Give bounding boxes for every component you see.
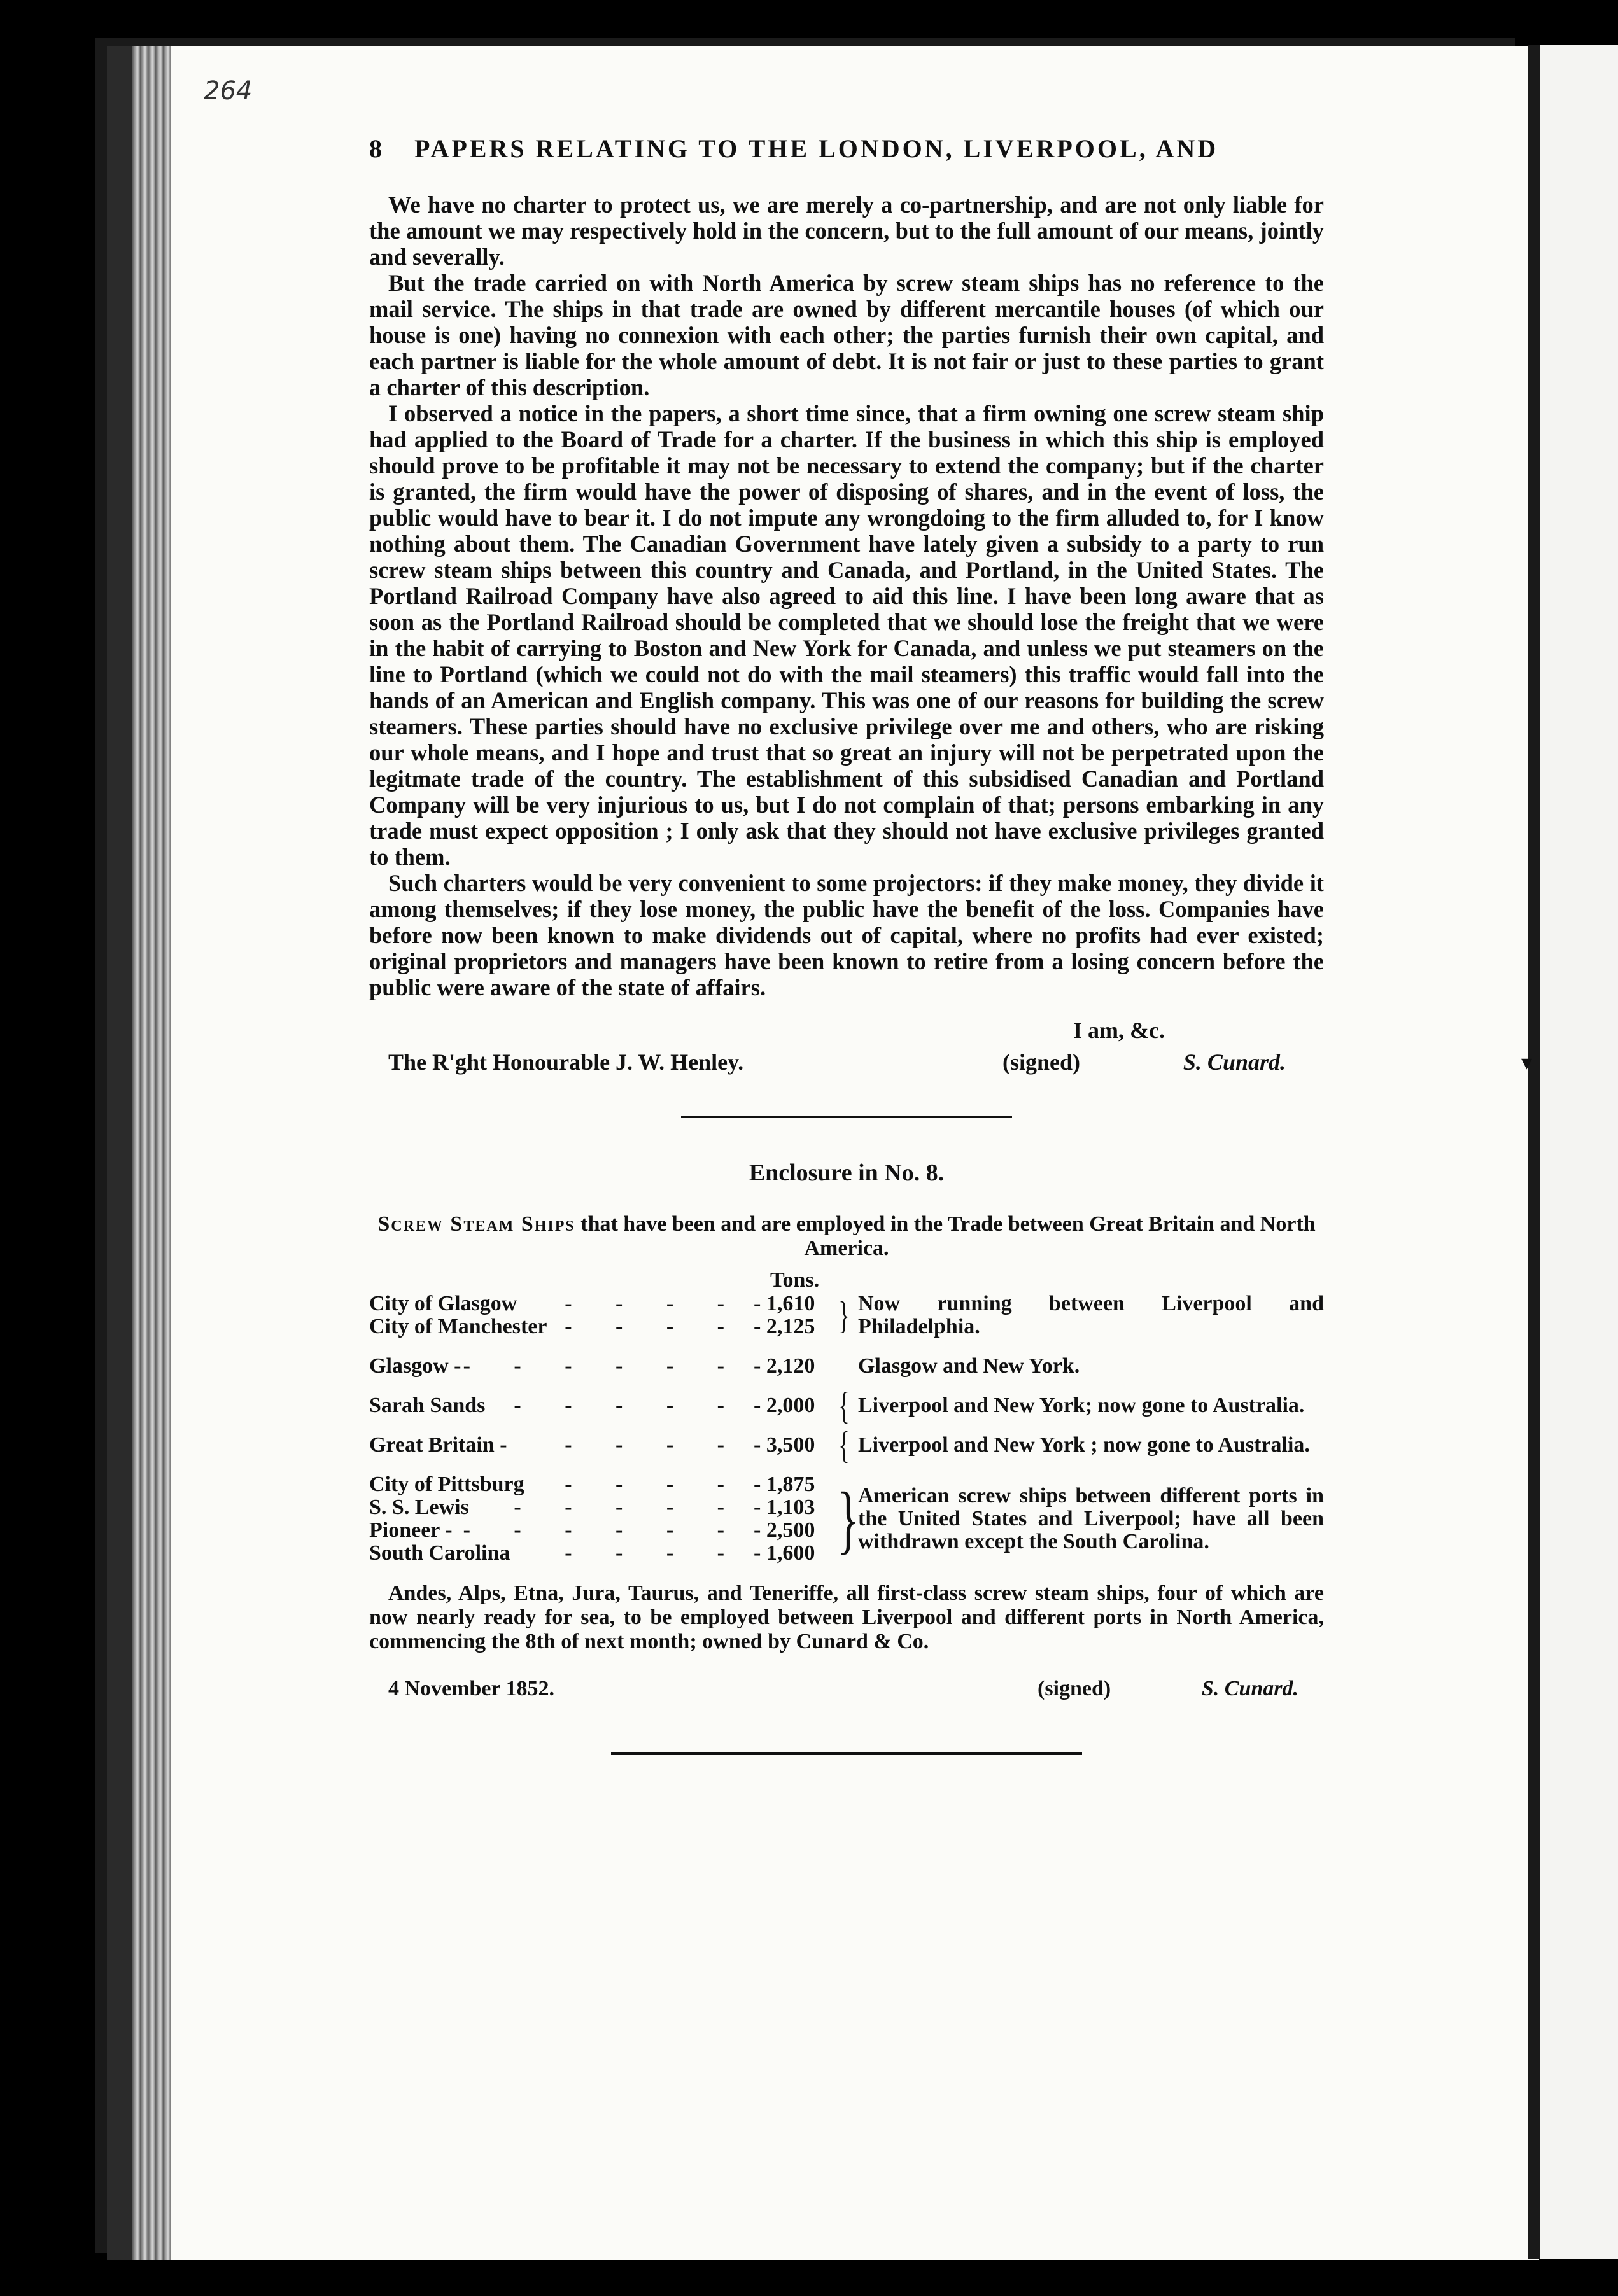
table-row: Sarah Sands - - - - -: [369, 1394, 743, 1417]
table-caption: [369, 1212, 1324, 1261]
brace-icon: {: [838, 1385, 850, 1427]
margin-mark-icon: ▾: [1521, 1051, 1533, 1075]
ship-name: Sarah Sands: [369, 1394, 486, 1417]
caption-text: that have been and are employed in the Trade between Great Britain and North America.: [580, 1212, 1316, 1260]
letter-date: 4 November 1852.: [388, 1677, 554, 1700]
facing-page-edge: [1528, 45, 1618, 2259]
page-number: 8: [369, 134, 384, 163]
brace-icon: }: [838, 1294, 850, 1336]
enclosure-title: Enclosure in No. 8.: [749, 1159, 945, 1186]
ship-group: [369, 1424, 1324, 1466]
ship-route: Now running between Liverpool and Philadelphia.: [858, 1292, 1324, 1338]
page-content: [369, 134, 1324, 1755]
section-divider: [681, 1116, 1012, 1118]
ship-group: [369, 1385, 1324, 1427]
letter-closing: [369, 1017, 1324, 1078]
ship-name: City of Glasgow: [369, 1292, 517, 1315]
brace-icon: {: [838, 1424, 850, 1466]
ship-group: [369, 1292, 1324, 1338]
table-row: Glasgow - - - - - - -: [369, 1354, 743, 1378]
table-row: City of Glasgow - - - -: [369, 1292, 743, 1315]
ship-tons: - 2,120: [754, 1354, 815, 1378]
brace-icon: }: [837, 1476, 859, 1561]
ship-name: S. S. Lewis: [369, 1495, 469, 1519]
ship-tons: - 2,500: [754, 1518, 815, 1542]
table-row: City of Manchester - - - -: [369, 1315, 743, 1338]
andes-note: Andes, Alps, Etna, Jura, Taurus, and Teneriffe, all first-class screw steam ships, four of which are now nearly ready for sea, to be employed between Liverpool and different ports in North America, commencing the 8th of next month; owned by Cunard & Co.: [369, 1581, 1324, 1653]
paragraph-3: I observed a notice in the papers, a short time since, that a firm owning one screw steam ship had applied to the Board of Trade for a charter. If the business in which this ship is employed should prove to be profitable it may not be necessary to extend the company; but if the charter is granted, the firm would have the power of disposing of shares, and in the event of loss, the public would have to bear it. I do not impute any wrongdoing to the firm alluded to, for I know nothing about them. The Canadian Government have lately given a subsidy to a party to run screw steam ships between this country and Canada, and Portland, in the United States. The Portland Railroad Company have also agreed to aid this line. I have been long aware that as soon as the Portland Railroad should be completed that we should lose the freight that we were in the habit of carrying to Boston and New York for Canada, and unless we put steamers on the line to Portland (which we could not do with the mail steamers) this traffic would fall into the hands of an American and English company. This was one of our reasons for building the screw steamers. These parties should have no exclusive privilege over me and others, who are risking our whole means, and I hope and trust that so great an injury will not be perpetrated upon the legitmate trade of the country. The establishment of this subsidised Canadian and Portland Company will be very injurious to us, but I do not complain of that; persons embarking in any trade must expect opposition ; I only ask that they should not have exclusive privileges granted to them.: [369, 400, 1324, 870]
ship-name: Pioneer -: [369, 1518, 453, 1542]
tons-column-header: Tons.: [770, 1268, 820, 1292]
ship-name: South Carolina: [369, 1541, 510, 1565]
ship-group: [369, 1355, 1324, 1378]
ship-tons: - 2,000: [754, 1394, 815, 1417]
handwritten-page-number: 264: [204, 76, 253, 106]
ship-tons: - 1,103: [754, 1495, 815, 1519]
paragraph-2: But the trade carried on with North America by screw steam ships has no reference to the mail service. The ships in that trade are owned by different mercantile houses (of which our house is one) having no connexion with each other; the parties furnish their own capital, and each partner is liable for the whole amount of debt. It is not fair or just to these parties to grant a charter of this description.: [369, 270, 1324, 400]
enclosure-signoff: [369, 1677, 1324, 1715]
ship-name: City of Manchester: [369, 1315, 547, 1338]
signature: S. Cunard.: [1201, 1677, 1298, 1700]
ship-route: Glasgow and New York.: [858, 1354, 1080, 1378]
signature: S. Cunard.: [1183, 1049, 1286, 1075]
ship-route: Liverpool and New York; now gone to Australia.: [858, 1394, 1305, 1417]
running-head: [369, 134, 1324, 164]
ship-route: American screw ships between different ports in the United States and Liverpool; have all been withdrawn except the South Carolina.: [858, 1484, 1324, 1553]
paragraph-4: Such charters would be very convenient to some projectors: if they make money, they divide it among themselves; if they lose money, the public have the benefit of the loss. Companies have before now been known to make dividends out of capital, where no profits had ever existed; original proprietors and managers have been known to retire from a losing concern before the public were aware of the state of affairs.: [369, 870, 1324, 1000]
ship-tons: - 3,500: [754, 1433, 815, 1457]
table-row: Great Britain - - - - -: [369, 1433, 743, 1457]
ships-table: [369, 1268, 1324, 1565]
ship-tons: - 2,125: [754, 1315, 815, 1338]
closing-salutation: I am, &c.: [1073, 1018, 1165, 1043]
ship-tons: - 1,875: [754, 1473, 815, 1496]
end-rule: [611, 1752, 1082, 1755]
table-row: South Carolina - - - -: [369, 1541, 743, 1565]
page-edges: [132, 46, 171, 2260]
caption-smallcaps: Screw Steam Ships: [377, 1212, 575, 1236]
running-head-title: PAPERS RELATING TO THE LONDON, LIVERPOOL, AND: [414, 134, 1219, 163]
paragraph-1: We have no charter to protect us, we are merely a co-partnership, and are not only liable for the amount we may respectively hold in the concern, but to the full amount of our means, jointly and severally.: [369, 192, 1324, 270]
table-row: Pioneer - - - - - - -: [369, 1518, 743, 1542]
ship-tons: - 1,610: [754, 1292, 815, 1315]
table-row: S. S. Lewis - - - - -: [369, 1495, 743, 1519]
ship-route: Liverpool and New York ; now gone to Australia.: [858, 1433, 1310, 1457]
table-row: City of Pittsburg - - - -: [369, 1473, 743, 1496]
ship-name: Great Britain -: [369, 1433, 507, 1457]
signed-label: (signed): [1038, 1677, 1111, 1700]
addressee: The R'ght Honourable J. W. Henley.: [388, 1049, 744, 1075]
ship-group: [369, 1473, 1324, 1565]
signed-label: (signed): [1002, 1049, 1081, 1075]
ship-tons: - 1,600: [754, 1541, 815, 1565]
ship-name: City of Pittsburg: [369, 1473, 524, 1496]
ship-name: Glasgow -: [369, 1354, 461, 1378]
